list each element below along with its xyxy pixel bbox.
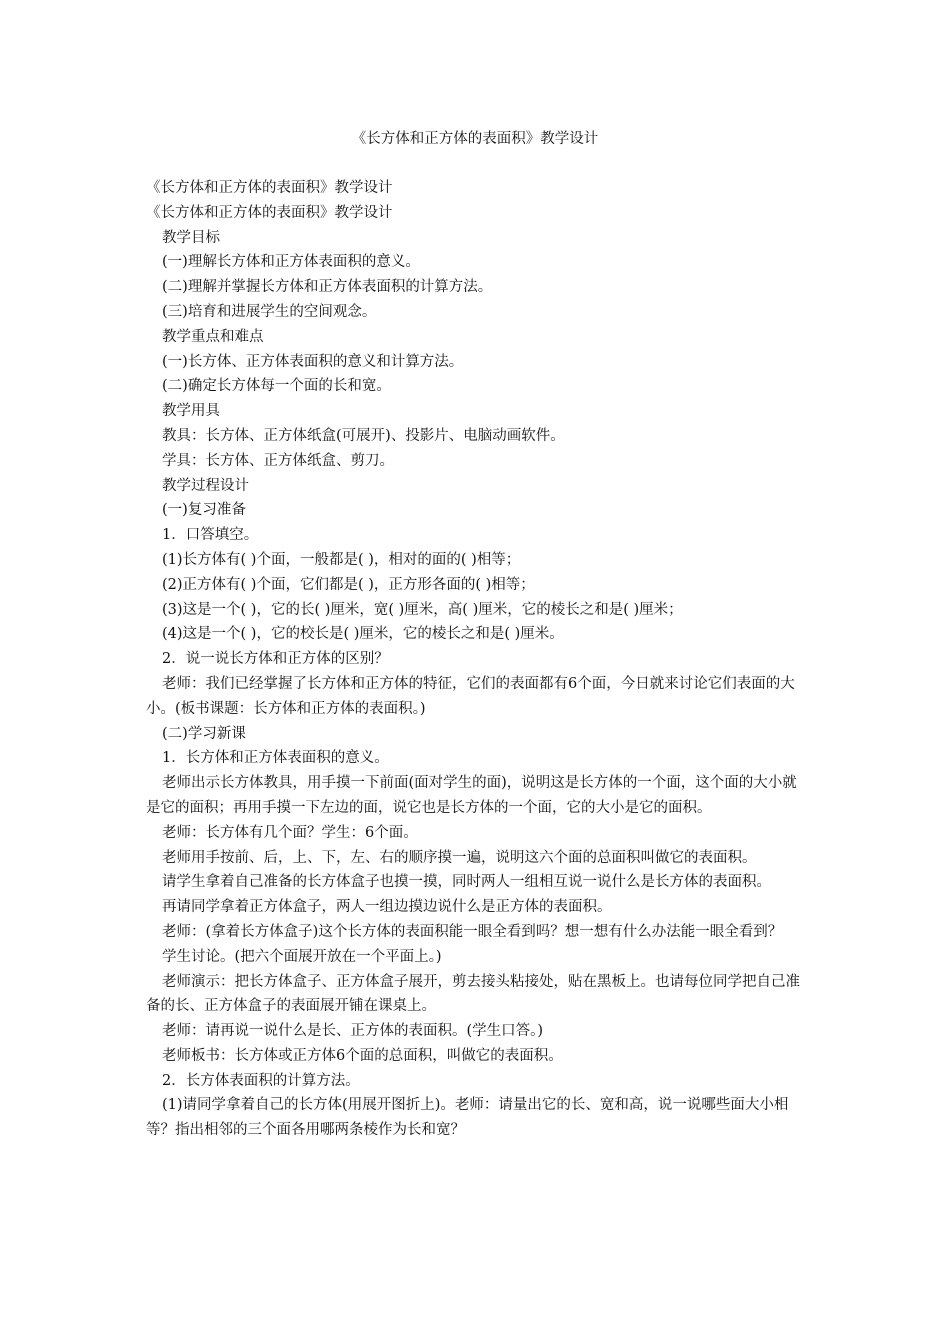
paragraph: 教具：长方体、正方体纸盒(可展开)、投影片、电脑动画软件。 [162,427,565,444]
paragraph: 老师：请再说一说什么是长、正方体的表面积。(学生口答。) [162,1023,544,1040]
paragraph: (2)正方体有( )个面，它们都是( )，正方形各面的( )相等； [162,576,535,593]
paragraph: (二)理解并掌握长方体和正方体表面积的计算方法。 [162,279,493,296]
paragraph: 再请同学拿着正方体盒子，两人一组边摸边说什么是正方体的表面积。 [162,899,612,916]
paragraph: 教学用具 [162,403,220,420]
paragraph: (一)复习准备 [162,502,246,519]
paragraph: 2．长方体表面积的计算方法。 [162,1072,360,1089]
paragraph: 请学生拿着自己准备的长方体盒子也摸一摸，同时两人一组相互说一说什么是长方体的表面积。 [162,874,771,891]
paragraph: 老师：(拿着长方体盒子)这个长方体的表面积能一眼全看到吗？想一想有什么办法能一眼全看到？ [162,923,783,940]
paragraph: 1．口答填空。 [162,527,259,544]
paragraph: 教学过程设计 [162,477,249,494]
paragraph: 老师：长方体有几个面？学生：6个面。 [162,824,418,841]
paragraph: 《长方体和正方体的表面积》教学设计 [146,180,393,196]
paragraph: 学具：长方体、正方体纸盒、剪刀。 [162,452,394,469]
paragraph: (一)理解长方体和正方体表面积的意义。 [162,254,420,271]
paragraph: (三)培育和进展学生的空间观念。 [162,303,377,320]
paragraph: (二)学习新课 [162,725,246,742]
document-title: 《长方体和正方体的表面积》教学设计 [351,131,599,147]
paragraph: (二)确定长方体每一个面的长和宽。 [162,378,391,395]
paragraph: (1)长方体有( )个面，一般都是( )，相对的面的( )相等； [162,551,521,568]
paragraph: 学生讨论。(把六个面展开放在一个平面上。) [162,948,442,965]
paragraph: 2．说一说长方体和正方体的区别？ [162,651,389,668]
paragraph: (1)请同学拿着自己的长方体(用展开图折上)。老师：请量出它的长、宽和高，说一说哪些面大小相等？指出相邻的三个面各用哪两条棱作为长和宽？ [146,1097,789,1139]
paragraph: (一)长方体、正方体表面积的意义和计算方法。 [162,353,464,370]
paragraph: 老师演示：把长方体盒子、正方体盒子展开，剪去接头粘接处，贴在黑板上。也请每位同学把自己准备的长、正方体盒子的表面展开铺在课桌上。 [146,973,800,1015]
paragraph: 1．长方体和正方体表面积的意义。 [162,750,389,767]
paragraph: 老师板书：长方体或正方体6个面的总面积，叫做它的表面积。 [162,1047,563,1064]
paragraph: (3)这是一个( )，它的长( )厘米，宽( )厘米，高( )厘米，它的棱长之和是( )厘米； [162,601,683,618]
paragraph: 老师用手按前、后，上、下，左、右的顺序摸一遍，说明这六个面的总面积叫做它的表面积。 [162,849,757,866]
paragraph: (4)这是一个( )，它的校长是( )厘米，它的棱长之和是( )厘米。 [162,626,564,643]
paragraph: 老师出示长方体教具，用手摸一下前面(面对学生的面)，说明这是长方体的一个面，这个面的大小就是它的面积；再用手摸一下左边的面，说它也是长方体的一个面，它的大小是它的面积。 [146,775,797,816]
paragraph: 教学重点和难点 [162,328,264,345]
paragraph: 教学目标 [162,229,220,246]
paragraph: 老师：我们已经掌握了长方体和正方体的特征，它们的表面都有6个面，今日就来讨论它们表面的大小。(板书课题：长方体和正方体的表面积。) [146,675,795,717]
document-body [146,176,810,1143]
paragraph: 《长方体和正方体的表面积》教学设计 [146,204,393,221]
